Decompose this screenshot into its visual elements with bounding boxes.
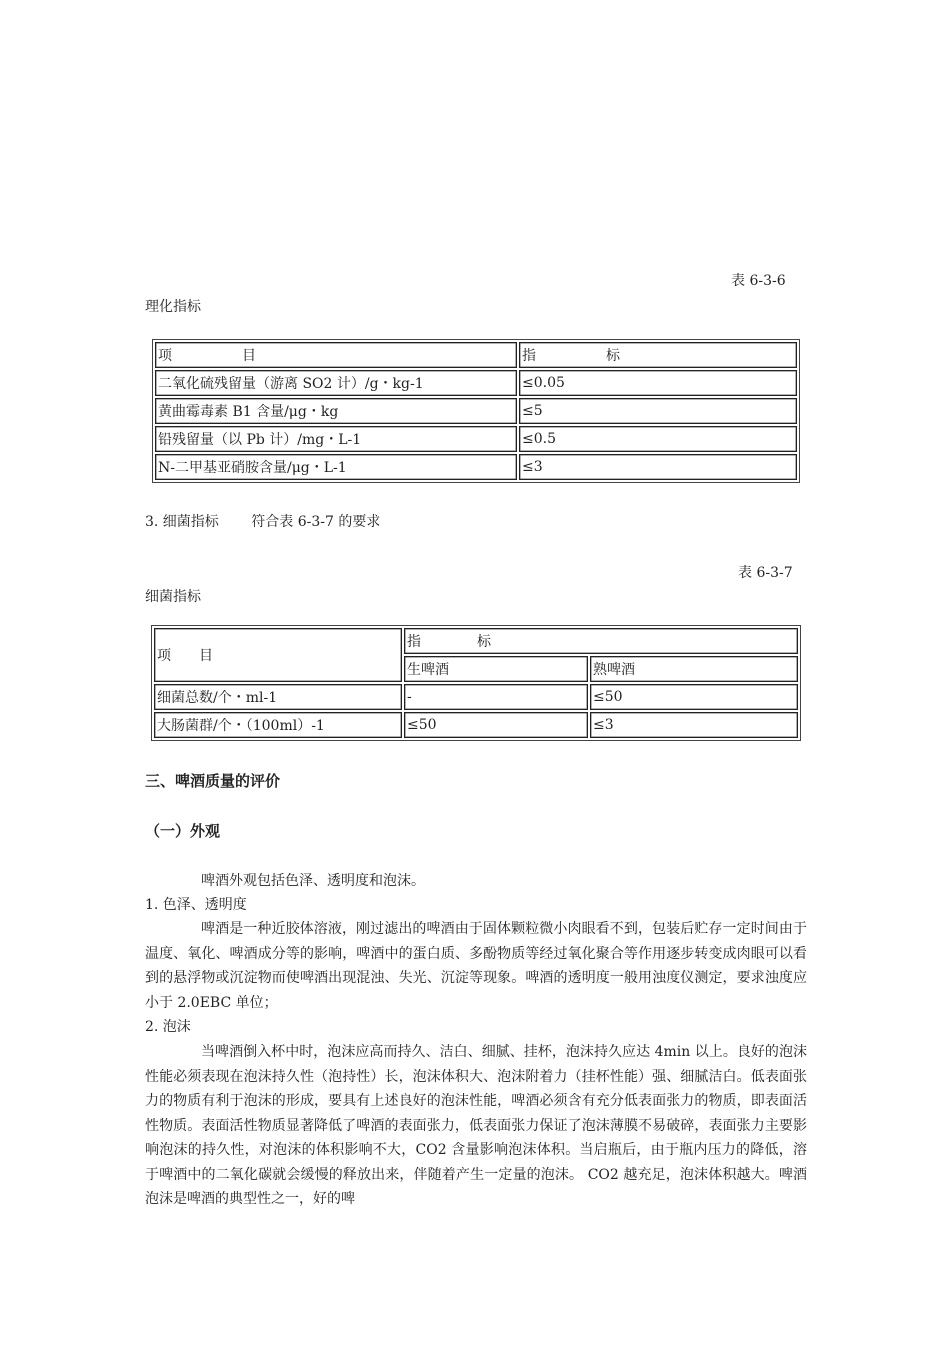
item1-paragraph: 啤酒是一种近胶体溶液，刚过滤出的啤酒由于固体颗粒微小肉眼看不到，包装后贮存一定时间由于温度、氧化、啤酒成分等的影响，啤酒中的蛋白质、多酚物质等经过氧化聚合等作用逐步转变成肉眼可以看到的悬浮物或沉淀物而使啤酒出现混浊、失光、沉淀等现象。啤酒的透明度一般用浊度仪测定，要求浊度应小于 2.0EBC 单位； <box>145 921 807 1011</box>
table2-number: 表 6-3-7 <box>738 565 793 581</box>
table-header-cell: 项 目 <box>155 342 517 368</box>
table-cell: ≤50 <box>404 712 588 738</box>
table-row <box>154 684 798 710</box>
table-cell: 黄曲霉毒素 B1 含量/μg・kg <box>155 398 517 424</box>
table-cell: ≤3 <box>590 712 798 738</box>
table2-title: 细菌指标 <box>145 589 201 605</box>
table-header-cell: 生啤酒 <box>404 656 588 682</box>
intro-paragraph: 啤酒外观包括色泽、透明度和泡沫。 <box>201 873 425 889</box>
bacteria-requirement-line: 3. 细菌指标 符合表 6-3-7 的要求 <box>145 514 381 530</box>
table-cell: ≤5 <box>519 398 797 424</box>
table-row <box>154 712 798 738</box>
table-cell: 细菌总数/个・ml-1 <box>154 684 402 710</box>
item1-title: 1. 色泽、透明度 <box>145 897 247 913</box>
table1-number: 表 6-3-6 <box>731 273 786 289</box>
table-row <box>155 426 797 452</box>
item2-paragraph: 当啤酒倒入杯中时，泡沫应高而持久、洁白、细腻、挂杯，泡沫持久应达 4min 以上。良好的泡沫性能必须表现在泡沫持久性（泡持性）长，泡沫体积大、泡沫附着力（挂杯性能）强、细腻洁白。低表面张力的物质有利于泡沫的形成，要具有上述良好的泡沫性能，啤酒必须含有充分低表面张力的物质，即表面活性物质。表面活性物质显著降低了啤酒的表面张力，低表面张力保证了泡沫薄膜不易破碎，表面张力主要影响泡沫的持久性，对泡沫的体积影响不大，CO2 含量影响泡沫体积。当启瓶后，由于瓶内压力的降低，溶于啤酒中的二氧化碳就会缓慢的释放出来，伴随着产生一定量的泡沫。 CO2 越充足，泡沫体积越大。啤酒泡沫是啤酒的典型性之一，好的啤 <box>145 1044 807 1207</box>
section-heading: 三、啤酒质量的评价 <box>145 772 281 790</box>
table-row <box>155 454 797 480</box>
table-cell: ≤0.5 <box>519 426 797 452</box>
table-cell: N-二甲基亚硝胺含量/μg・L-1 <box>155 454 517 480</box>
table-cell: ≤50 <box>590 684 798 710</box>
subsection-heading: （一）外观 <box>145 822 221 840</box>
table-cell: 大肠菌群/个・（100ml）-1 <box>154 712 402 738</box>
table-cell: 铅残留量（以 Pb 计）/mg・L-1 <box>155 426 517 452</box>
table-row <box>155 370 797 396</box>
table-cell: ≤0.05 <box>519 370 797 396</box>
table-header-cell: 项 目 <box>154 628 402 682</box>
physicochemical-table <box>152 339 800 483</box>
table-header-cell: 指 标 <box>404 628 798 654</box>
table1-title: 理化指标 <box>145 299 201 315</box>
table-row <box>155 398 797 424</box>
table-header-cell: 熟啤酒 <box>590 656 798 682</box>
item2-title: 2. 泡沫 <box>145 1019 191 1035</box>
table-header-row <box>155 342 797 368</box>
table-cell: ≤3 <box>519 454 797 480</box>
table-header-cell: 指 标 <box>519 342 797 368</box>
table-cell: - <box>404 684 588 710</box>
bacteria-table <box>151 625 801 741</box>
table-header-row <box>154 628 798 654</box>
table-cell: 二氧化硫残留量（游离 SO2 计）/g・kg-1 <box>155 370 517 396</box>
